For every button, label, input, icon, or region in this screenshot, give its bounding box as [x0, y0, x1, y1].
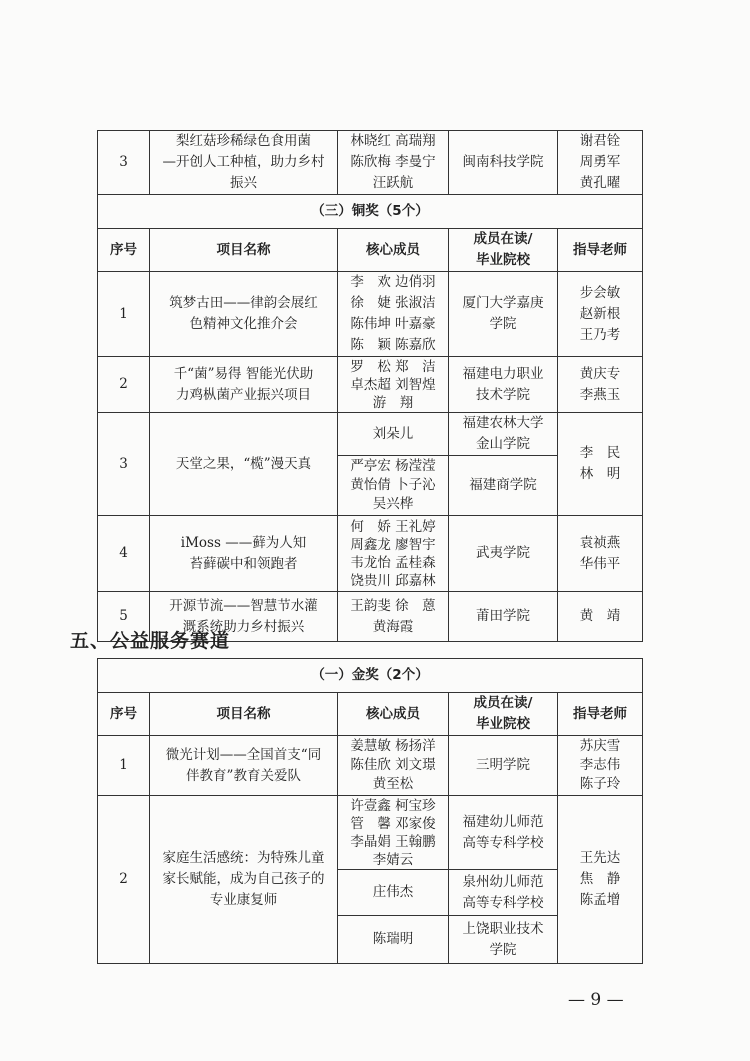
row-number: 1 [98, 272, 150, 357]
advisors: 黄 靖 [558, 592, 643, 642]
school: 三明学院 [449, 736, 558, 796]
section-title: （三）铜奖（5个） [98, 195, 643, 229]
project-name: iMoss ——藓为人知 苔藓碳中和领跑者 [150, 516, 338, 592]
table-row [98, 796, 643, 870]
school: 福建农林大学 金山学院 [449, 413, 558, 456]
table-row [98, 413, 643, 456]
header-members: 核心成员 [338, 693, 449, 736]
core-members: 何 娇 王礼婷 周鑫龙 廖智宇 韦龙怡 孟桂森 饶贵川 邱嘉林 [338, 516, 449, 592]
project-name: 微光计划——全国首支“同 伴教育”教育关爱队 [150, 736, 338, 796]
core-members: 李 欢 边俏羽 徐 婕 张淑洁 陈伟坤 叶嘉豪 陈 颖 陈嘉欣 [338, 272, 449, 357]
school: 武夷学院 [449, 516, 558, 592]
page-number: — 9 — [568, 990, 624, 1010]
row-number: 3 [98, 131, 150, 195]
core-members: 刘朵儿 [338, 413, 449, 456]
table-row [98, 736, 643, 796]
awards-table-bronze [97, 130, 643, 642]
project-name: 家庭生活感统：为特殊儿童 家长赋能，成为自己孩子的 专业康复师 [150, 796, 338, 964]
table-row [98, 516, 643, 592]
school: 莆田学院 [449, 592, 558, 642]
header-project: 项目名称 [150, 229, 338, 272]
core-members: 陈瑞明 [338, 916, 449, 964]
header-no: 序号 [98, 693, 150, 736]
school: 厦门大学嘉庚 学院 [449, 272, 558, 357]
project-name: 千“菌”易得 智能光伏助 力鸡枞菌产业振兴项目 [150, 357, 338, 413]
school: 闽南科技学院 [449, 131, 558, 195]
row-number: 1 [98, 736, 150, 796]
section-heading: 五、公益服务赛道 [70, 630, 231, 652]
header-teacher: 指导老师 [558, 693, 643, 736]
project-name: 梨红菇珍稀绿色食用菌 —开创人工种植，助力乡村 振兴 [150, 131, 338, 195]
header-project: 项目名称 [150, 693, 338, 736]
core-members: 严亭宏 杨滢滢 黄怡倩 卜子沁 吴兴桦 [338, 456, 449, 516]
project-name: 开源节流——智慧节水灌 溉系统助力乡村振兴 [150, 592, 338, 642]
advisors: 袁祯燕 华伟平 [558, 516, 643, 592]
row-number: 3 [98, 413, 150, 516]
school: 福建商学院 [449, 456, 558, 516]
header-row [98, 229, 643, 272]
row-number: 4 [98, 516, 150, 592]
school: 福建幼儿师范 高等专科学校 [449, 796, 558, 870]
header-no: 序号 [98, 229, 150, 272]
advisors: 王先达 焦 静 陈孟增 [558, 796, 643, 964]
core-members: 姜慧敏 杨扬洋 陈佳欣 刘文璟 黄至松 [338, 736, 449, 796]
advisors: 步会敏 赵新根 王乃考 [558, 272, 643, 357]
section-title: （一）金奖（2个） [98, 659, 643, 693]
core-members: 林晓红 高瑞翔 陈欣梅 李曼宁 汪跃航 [338, 131, 449, 195]
row-number: 2 [98, 796, 150, 964]
core-members: 庄伟杰 [338, 870, 449, 916]
section-title-row [98, 659, 643, 693]
header-teacher: 指导老师 [558, 229, 643, 272]
header-row [98, 693, 643, 736]
advisors: 黄庆专 李燕玉 [558, 357, 643, 413]
table-row [98, 272, 643, 357]
row-number: 2 [98, 357, 150, 413]
school: 福建电力职业 技术学院 [449, 357, 558, 413]
advisors: 谢君铨 周勇军 黄孔曜 [558, 131, 643, 195]
section-title-row [98, 195, 643, 229]
table-row [98, 131, 643, 195]
core-members: 罗 松 郑 洁 卓杰超 刘智煌 游 翔 [338, 357, 449, 413]
awards-table-gold [97, 658, 643, 964]
header-members: 核心成员 [338, 229, 449, 272]
core-members: 王韵斐 徐 蒽 黄海霞 [338, 592, 449, 642]
project-name: 筑梦古田——律韵会展红 色精神文化推介会 [150, 272, 338, 357]
school: 上饶职业技术 学院 [449, 916, 558, 964]
header-school: 成员在读/ 毕业院校 [449, 229, 558, 272]
header-school: 成员在读/ 毕业院校 [449, 693, 558, 736]
school: 泉州幼儿师范 高等专科学校 [449, 870, 558, 916]
core-members: 许壹鑫 柯宝珍 管 馨 邓家俊 李晶娟 王翰鹏 李婧云 [338, 796, 449, 870]
advisors: 李 民 林 明 [558, 413, 643, 516]
row-number: 5 [98, 592, 150, 642]
table-row [98, 357, 643, 413]
project-name: 天堂之果，“榄”漫天真 [150, 413, 338, 516]
advisors: 苏庆雪 李志伟 陈子玲 [558, 736, 643, 796]
